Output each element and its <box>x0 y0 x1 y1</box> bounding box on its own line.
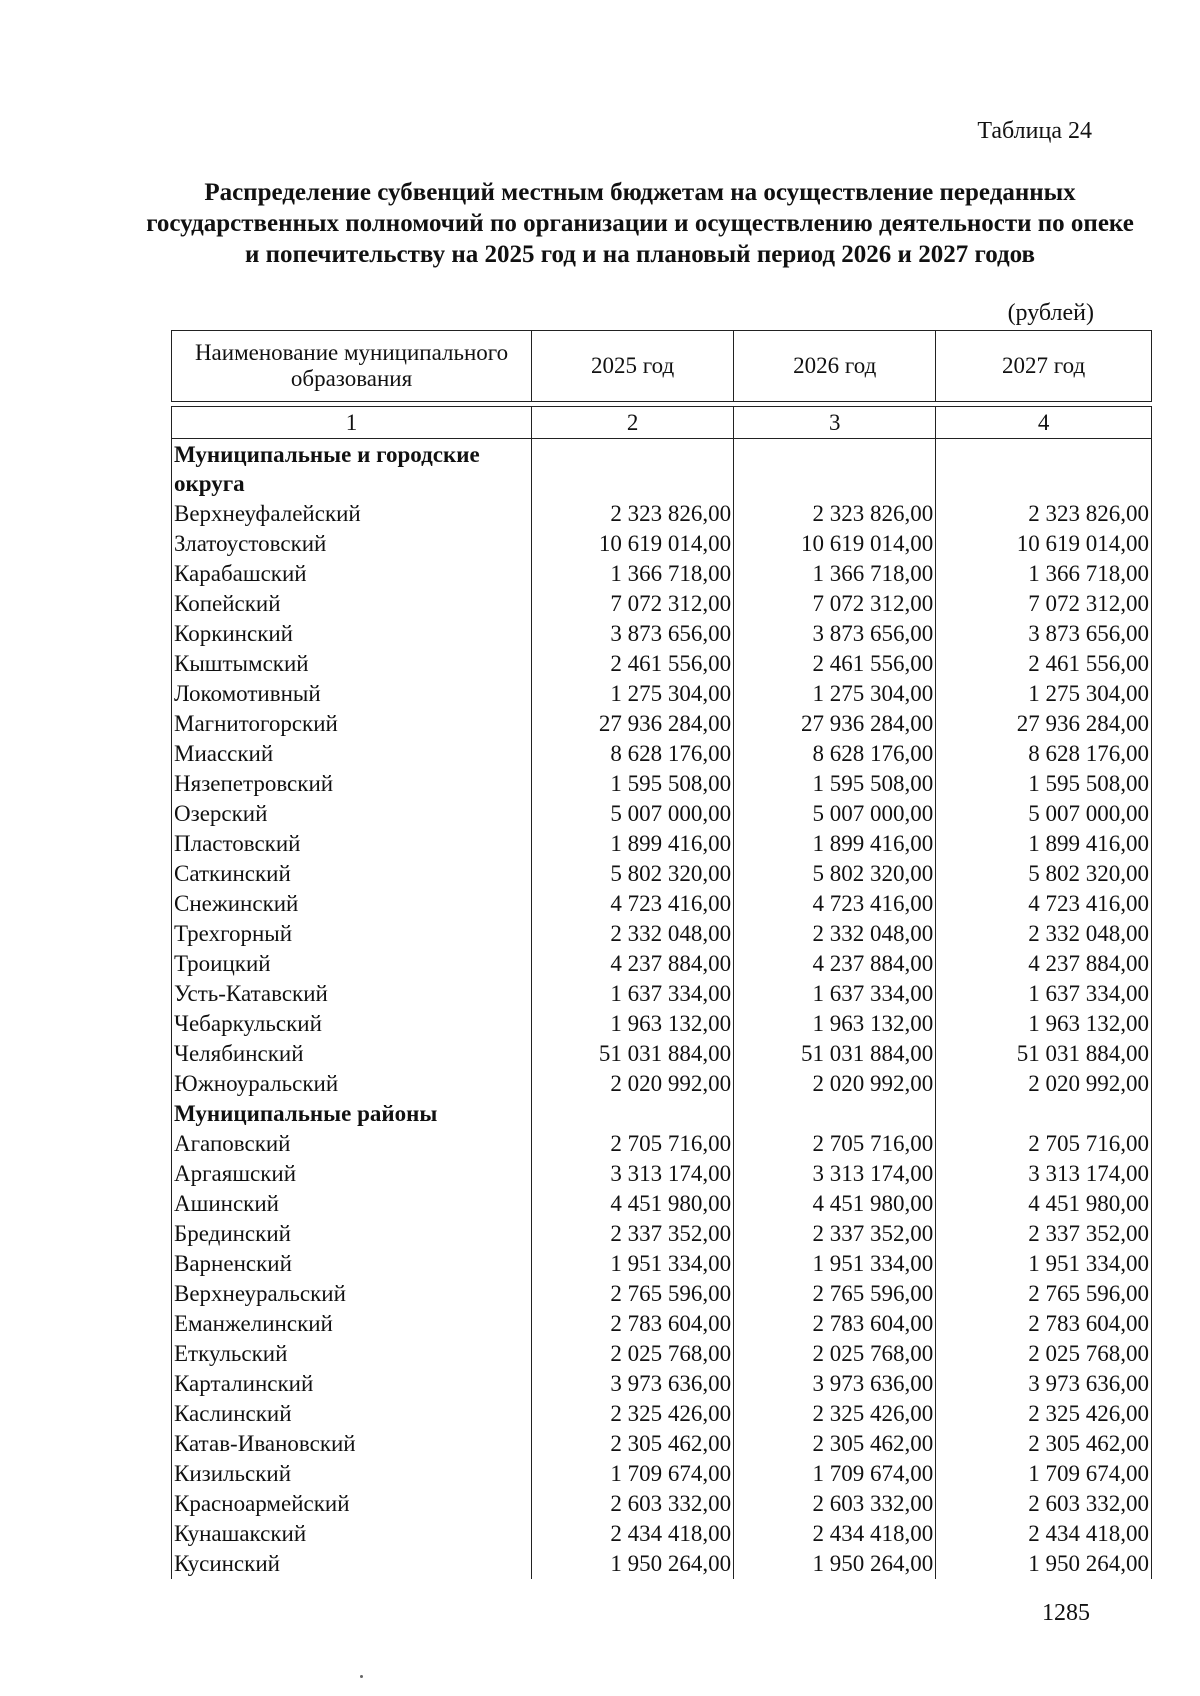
value-2025: 1 637 334,00 <box>532 979 734 1009</box>
table-row <box>172 1009 1152 1039</box>
table-row <box>172 619 1152 649</box>
municipality-name: Варненский <box>172 1249 532 1279</box>
value-2027: 3 973 636,00 <box>936 1369 1152 1399</box>
municipality-name: Каслинский <box>172 1399 532 1429</box>
municipality-name: Ашинский <box>172 1189 532 1219</box>
value-2025: 2 461 556,00 <box>532 649 734 679</box>
municipality-name: Кусинский <box>172 1549 532 1579</box>
value-2025: 1 951 334,00 <box>532 1249 734 1279</box>
value-2025: 4 237 884,00 <box>532 949 734 979</box>
municipality-name: Коркинский <box>172 619 532 649</box>
value-2027: 2 461 556,00 <box>936 649 1152 679</box>
table-row <box>172 499 1152 529</box>
table-row <box>172 1249 1152 1279</box>
table-row <box>172 889 1152 919</box>
table-row <box>172 1339 1152 1369</box>
municipality-name: Озерский <box>172 799 532 829</box>
value-2027: 1 275 304,00 <box>936 679 1152 709</box>
value-2025: 2 783 604,00 <box>532 1309 734 1339</box>
table-row <box>172 799 1152 829</box>
value-2027: 1 709 674,00 <box>936 1459 1152 1489</box>
column-number: 4 <box>936 407 1152 439</box>
municipality-name: Верхнеуральский <box>172 1279 532 1309</box>
units-label: (рублей) <box>1007 300 1094 326</box>
value-2025: 4 723 416,00 <box>532 889 734 919</box>
value-2026: 2 332 048,00 <box>734 919 936 949</box>
municipality-name: Карталинский <box>172 1369 532 1399</box>
value-2026: 3 973 636,00 <box>734 1369 936 1399</box>
value-2026: 5 007 000,00 <box>734 799 936 829</box>
value-2027: 4 723 416,00 <box>936 889 1152 919</box>
value-2026: 10 619 014,00 <box>734 529 936 559</box>
value-2025: 3 873 656,00 <box>532 619 734 649</box>
value-2026: 5 802 320,00 <box>734 859 936 889</box>
value-2027: 2 025 768,00 <box>936 1339 1152 1369</box>
value-2026: 2 325 426,00 <box>734 1399 936 1429</box>
value-2026: 2 323 826,00 <box>734 499 936 529</box>
municipality-name: Нязепетровский <box>172 769 532 799</box>
value-2027: 2 305 462,00 <box>936 1429 1152 1459</box>
value-2027: 5 802 320,00 <box>936 859 1152 889</box>
section-heading-row <box>172 1099 1152 1129</box>
table-row <box>172 1429 1152 1459</box>
header-2027: 2027 год <box>936 331 1152 402</box>
value-2027: 2 434 418,00 <box>936 1519 1152 1549</box>
value-2026: 2 434 418,00 <box>734 1519 936 1549</box>
municipality-name: Челябинский <box>172 1039 532 1069</box>
value-2025: 5 802 320,00 <box>532 859 734 889</box>
table-row <box>172 679 1152 709</box>
column-number: 3 <box>734 407 936 439</box>
municipality-name: Аргаяшский <box>172 1159 532 1189</box>
value-2025: 2 603 332,00 <box>532 1489 734 1519</box>
value-2026: 2 025 768,00 <box>734 1339 936 1369</box>
municipality-name: Чебаркульский <box>172 1009 532 1039</box>
value-2026: 2 461 556,00 <box>734 649 936 679</box>
table-row <box>172 529 1152 559</box>
value-2026: 2 020 992,00 <box>734 1069 936 1099</box>
value-2025: 7 072 312,00 <box>532 589 734 619</box>
municipality-name: Агаповский <box>172 1129 532 1159</box>
value-2027: 3 313 174,00 <box>936 1159 1152 1189</box>
municipality-name: Копейский <box>172 589 532 619</box>
value-2027: 51 031 884,00 <box>936 1039 1152 1069</box>
table-row <box>172 1309 1152 1339</box>
value-2027: 1 366 718,00 <box>936 559 1152 589</box>
municipality-name: Трехгорный <box>172 919 532 949</box>
value-2027: 1 950 264,00 <box>936 1549 1152 1579</box>
column-number-row <box>172 407 1152 439</box>
value-2025: 1 899 416,00 <box>532 829 734 859</box>
value-2027: 1 637 334,00 <box>936 979 1152 1009</box>
table-row <box>172 919 1152 949</box>
table-row <box>172 559 1152 589</box>
municipality-name: Еткульский <box>172 1339 532 1369</box>
municipality-name: Пластовский <box>172 829 532 859</box>
value-2027: 2 705 716,00 <box>936 1129 1152 1159</box>
value-2027: 10 619 014,00 <box>936 529 1152 559</box>
value-2027: 2 783 604,00 <box>936 1309 1152 1339</box>
budget-table <box>171 330 1152 1579</box>
municipality-name: Локомотивный <box>172 679 532 709</box>
municipality-name: Троицкий <box>172 949 532 979</box>
value-2025: 3 973 636,00 <box>532 1369 734 1399</box>
value-2025: 51 031 884,00 <box>532 1039 734 1069</box>
value-2025: 1 595 508,00 <box>532 769 734 799</box>
value-2025: 8 628 176,00 <box>532 739 734 769</box>
value-2025: 1 366 718,00 <box>532 559 734 589</box>
value-2026: 1 595 508,00 <box>734 769 936 799</box>
value-2027: 2 332 048,00 <box>936 919 1152 949</box>
header-name: Наименование муниципального образования <box>172 331 532 402</box>
value-2026: 1 951 334,00 <box>734 1249 936 1279</box>
table-row <box>172 1369 1152 1399</box>
value-2026: 1 963 132,00 <box>734 1009 936 1039</box>
table-row <box>172 739 1152 769</box>
value-2027: 1 595 508,00 <box>936 769 1152 799</box>
table-label: Таблица 24 <box>977 118 1092 144</box>
value-2025: 2 025 768,00 <box>532 1339 734 1369</box>
value-2026: 3 873 656,00 <box>734 619 936 649</box>
municipality-name: Кизильский <box>172 1459 532 1489</box>
column-number: 1 <box>172 407 532 439</box>
value-2025: 2 765 596,00 <box>532 1279 734 1309</box>
value-2027: 2 603 332,00 <box>936 1489 1152 1519</box>
municipality-name: Магнитогорский <box>172 709 532 739</box>
value-2026: 8 628 176,00 <box>734 739 936 769</box>
table-row <box>172 1519 1152 1549</box>
municipality-name: Брединский <box>172 1219 532 1249</box>
table-row <box>172 709 1152 739</box>
value-2025: 10 619 014,00 <box>532 529 734 559</box>
value-2026: 1 275 304,00 <box>734 679 936 709</box>
value-2027: 1 951 334,00 <box>936 1249 1152 1279</box>
value-2027: 27 936 284,00 <box>936 709 1152 739</box>
value-2026: 51 031 884,00 <box>734 1039 936 1069</box>
value-2026: 27 936 284,00 <box>734 709 936 739</box>
scan-dot <box>360 1675 363 1678</box>
value-2026: 4 237 884,00 <box>734 949 936 979</box>
municipality-name: Карабашский <box>172 559 532 589</box>
table-row <box>172 589 1152 619</box>
value-2025: 3 313 174,00 <box>532 1159 734 1189</box>
table-row <box>172 1129 1152 1159</box>
header-row <box>172 331 1152 402</box>
table-row <box>172 1069 1152 1099</box>
value-2025: 2 705 716,00 <box>532 1129 734 1159</box>
table-row <box>172 949 1152 979</box>
value-2025: 1 709 674,00 <box>532 1459 734 1489</box>
value-2025: 1 950 264,00 <box>532 1549 734 1579</box>
table-row <box>172 1459 1152 1489</box>
value-2027: 2 325 426,00 <box>936 1399 1152 1429</box>
value-2027: 1 899 416,00 <box>936 829 1152 859</box>
table-row <box>172 1489 1152 1519</box>
value-2025: 2 332 048,00 <box>532 919 734 949</box>
page-number: 1285 <box>1042 1600 1090 1626</box>
value-2025: 2 337 352,00 <box>532 1219 734 1249</box>
value-2026: 2 783 604,00 <box>734 1309 936 1339</box>
value-2027: 4 451 980,00 <box>936 1189 1152 1219</box>
value-2026: 4 451 980,00 <box>734 1189 936 1219</box>
table-row <box>172 1039 1152 1069</box>
municipality-name: Миасский <box>172 739 532 769</box>
table-row <box>172 1189 1152 1219</box>
value-2027: 7 072 312,00 <box>936 589 1152 619</box>
municipality-name: Еманжелинский <box>172 1309 532 1339</box>
table-row <box>172 1549 1152 1579</box>
value-2026: 2 603 332,00 <box>734 1489 936 1519</box>
table-row <box>172 829 1152 859</box>
value-2027: 5 007 000,00 <box>936 799 1152 829</box>
value-2026: 1 899 416,00 <box>734 829 936 859</box>
header-2025: 2025 год <box>532 331 734 402</box>
table-row <box>172 859 1152 889</box>
value-2027: 4 237 884,00 <box>936 949 1152 979</box>
table-row <box>172 1159 1152 1189</box>
municipality-name: Красноармейский <box>172 1489 532 1519</box>
value-2025: 2 434 418,00 <box>532 1519 734 1549</box>
section-title: Муниципальные и городские округа <box>172 439 532 500</box>
municipality-name: Катав-Ивановский <box>172 1429 532 1459</box>
value-2025: 1 275 304,00 <box>532 679 734 709</box>
value-2026: 3 313 174,00 <box>734 1159 936 1189</box>
section-title: Муниципальные районы <box>172 1099 532 1129</box>
value-2026: 2 337 352,00 <box>734 1219 936 1249</box>
municipality-name: Южноуральский <box>172 1069 532 1099</box>
value-2025: 2 325 426,00 <box>532 1399 734 1429</box>
value-2026: 1 637 334,00 <box>734 979 936 1009</box>
value-2025: 1 963 132,00 <box>532 1009 734 1039</box>
municipality-name: Усть-Катавский <box>172 979 532 1009</box>
table-row <box>172 1279 1152 1309</box>
document-title: Распределение субвенций местным бюджетам на осуществление переданных государственных полномочий по организации и осуществлению деятельности по опеке и попечительству на 2025 год и на плановый период 2026 и 2027 годов <box>146 179 1134 268</box>
value-2026: 2 765 596,00 <box>734 1279 936 1309</box>
table-row <box>172 649 1152 679</box>
section-heading-row <box>172 439 1152 500</box>
table-row <box>172 1219 1152 1249</box>
value-2027: 2 020 992,00 <box>936 1069 1152 1099</box>
municipality-name: Верхнеуфалейский <box>172 499 532 529</box>
value-2025: 2 323 826,00 <box>532 499 734 529</box>
value-2026: 1 709 674,00 <box>734 1459 936 1489</box>
value-2027: 2 323 826,00 <box>936 499 1152 529</box>
value-2026: 1 950 264,00 <box>734 1549 936 1579</box>
value-2027: 3 873 656,00 <box>936 619 1152 649</box>
value-2026: 1 366 718,00 <box>734 559 936 589</box>
value-2025: 5 007 000,00 <box>532 799 734 829</box>
table-row <box>172 979 1152 1009</box>
value-2027: 1 963 132,00 <box>936 1009 1152 1039</box>
table-row <box>172 1399 1152 1429</box>
municipality-name: Саткинский <box>172 859 532 889</box>
value-2027: 2 337 352,00 <box>936 1219 1152 1249</box>
value-2025: 2 305 462,00 <box>532 1429 734 1459</box>
header-2026: 2026 год <box>734 331 936 402</box>
municipality-name: Кунашакский <box>172 1519 532 1549</box>
municipality-name: Кыштымский <box>172 649 532 679</box>
municipality-name: Златоустовский <box>172 529 532 559</box>
value-2026: 4 723 416,00 <box>734 889 936 919</box>
value-2025: 27 936 284,00 <box>532 709 734 739</box>
value-2026: 7 072 312,00 <box>734 589 936 619</box>
value-2026: 2 705 716,00 <box>734 1129 936 1159</box>
municipality-name: Снежинский <box>172 889 532 919</box>
value-2027: 8 628 176,00 <box>936 739 1152 769</box>
value-2025: 2 020 992,00 <box>532 1069 734 1099</box>
value-2026: 2 305 462,00 <box>734 1429 936 1459</box>
column-number: 2 <box>532 407 734 439</box>
value-2025: 4 451 980,00 <box>532 1189 734 1219</box>
table-row <box>172 769 1152 799</box>
value-2027: 2 765 596,00 <box>936 1279 1152 1309</box>
